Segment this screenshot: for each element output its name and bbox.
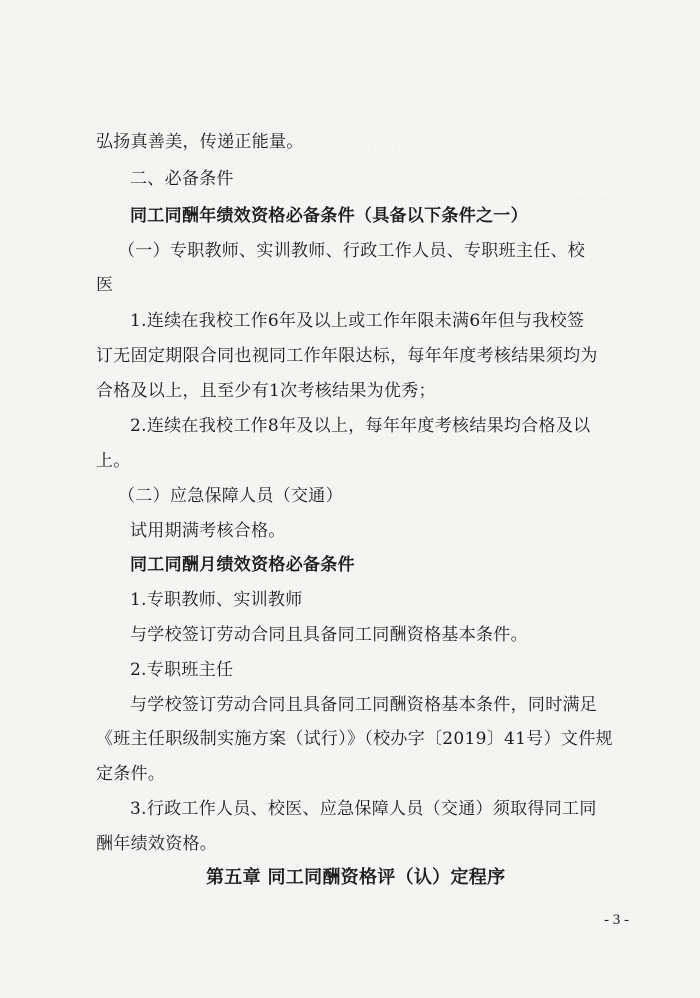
text-line: 弘扬真善美，传递正能量。 — [96, 132, 304, 152]
bleed-through-text: · · · · — [370, 140, 445, 154]
text-line: 医 — [96, 275, 114, 295]
text-line: 与学校签订劳动合同且具备同工同酬资格基本条件。 — [130, 625, 528, 645]
text-line: 试用期满考核合格。 — [130, 521, 286, 541]
text-line: 订无固定期限合同也视同工作年限达标，每年年度考核结果须均为 — [96, 346, 598, 366]
text-line: 2.连续在我校工作8年及以上，每年年度考核结果均合格及以 — [130, 416, 591, 436]
page-number: - 3 - — [604, 912, 629, 928]
text-line: 1.连续在我校工作6年及以上或工作年限未满6年但与我校签 — [130, 311, 585, 331]
subsection-heading: 同工同酬月绩效资格必备条件 — [130, 555, 355, 575]
text-line: （二）应急保障人员（交通） — [118, 486, 343, 506]
bleed-through-text: · · — [580, 192, 608, 206]
chapter-title: 第五章 同工同酬资格评（认）定程序 — [206, 867, 506, 888]
text-line: 合格及以上，且至少有1次考核结果为优秀； — [96, 381, 436, 401]
text-line: 《班主任职级制实施方案（试行）》（校办字〔2019〕41号）文件规 — [96, 729, 613, 749]
text-line: 定条件。 — [96, 764, 166, 784]
section-heading: 二、必备条件 — [130, 169, 234, 189]
text-line: 3.行政工作人员、校医、应急保障人员（交通）须取得同工同 — [130, 799, 597, 819]
subsection-heading: 同工同酬年绩效资格必备条件（具备以下条件之一） — [130, 206, 528, 226]
text-line: 上。 — [96, 451, 131, 471]
text-line: 1.专职教师、实训教师 — [130, 590, 303, 610]
text-line: 2.专职班主任 — [130, 660, 234, 680]
text-line: 与学校签订劳动合同且具备同工同酬资格基本条件，同时满足 — [130, 695, 598, 715]
text-line: （一）专职教师、实训教师、行政工作人员、专职班主任、校 — [118, 241, 586, 261]
text-line: 酬年绩效资格。 — [96, 834, 218, 854]
